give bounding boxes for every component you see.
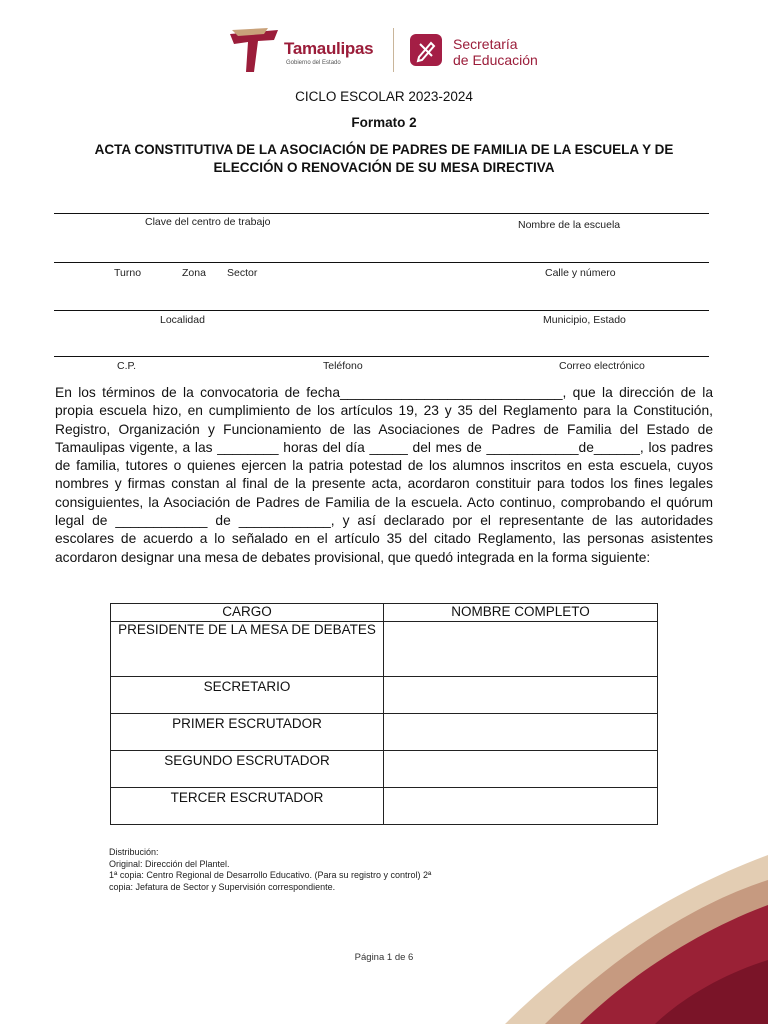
secretaria-wordmark: Secretaría de Educación bbox=[453, 36, 538, 68]
label-cp: C.P. bbox=[117, 360, 137, 372]
distribution-title: Distribución: bbox=[109, 847, 159, 857]
table-row bbox=[111, 714, 658, 751]
cargo-cell: PRESIDENTE DE LA MESA DE DEBATES bbox=[111, 622, 384, 677]
label-zona: Zona bbox=[182, 267, 206, 279]
label-sector: Sector bbox=[227, 267, 258, 279]
field-line-2[interactable] bbox=[54, 262, 709, 263]
label-correo: Correo electrónico bbox=[559, 360, 645, 372]
field-line-4[interactable] bbox=[54, 356, 709, 357]
nombre-cell[interactable] bbox=[384, 788, 658, 825]
tamaulipas-logo bbox=[228, 28, 378, 74]
table-row bbox=[111, 622, 658, 677]
label-turno: Turno bbox=[114, 267, 142, 279]
tamaulipas-subtitle: Gobierno del Estado bbox=[286, 60, 341, 66]
pencil-icon bbox=[410, 34, 442, 66]
mesa-debates-table bbox=[110, 603, 658, 825]
distribution-original: Original: Dirección del Plantel. bbox=[109, 858, 230, 869]
tamaulipas-emblem-icon bbox=[228, 28, 284, 74]
cargo-cell: TERCER ESCRUTADOR bbox=[111, 788, 384, 825]
format-label: Formato 2 bbox=[351, 115, 417, 130]
header-nombre: NOMBRE COMPLETO bbox=[384, 604, 658, 622]
distribution-copies: 1ª copia: Centro Regional de Desarrollo Educativo. (Para su registro y control) 2ª copia: Jefatura de Sector y Supervisión correspondiente. bbox=[109, 870, 432, 892]
table-row bbox=[111, 788, 658, 825]
distribution-note bbox=[109, 847, 439, 893]
document-title: ACTA CONSTITUTIVA DE LA ASOCIACIÓN DE PADRES DE FAMILIA DE LA ESCUELA Y DE ELECCIÓN O RENOVACIÓN DE SU MESA DIRECTIVA bbox=[94, 142, 674, 175]
table-row bbox=[111, 677, 658, 714]
label-localidad: Localidad bbox=[160, 314, 205, 326]
logo-divider bbox=[393, 28, 394, 72]
header-cargo: CARGO bbox=[111, 604, 384, 622]
cargo-cell: SEGUNDO ESCRUTADOR bbox=[111, 751, 384, 788]
page-number: Página 1 de 6 bbox=[354, 952, 414, 963]
label-nombre-escuela: Nombre de la escuela bbox=[518, 219, 621, 231]
label-municipio: Municipio, Estado bbox=[543, 314, 626, 326]
nombre-cell[interactable] bbox=[384, 677, 658, 714]
table-row bbox=[111, 751, 658, 788]
school-cycle: CICLO ESCOLAR 2023-2024 bbox=[295, 89, 473, 104]
cargo-cell: PRIMER ESCRUTADOR bbox=[111, 714, 384, 751]
label-clave: Clave del centro de trabajo bbox=[145, 216, 271, 228]
tamaulipas-wordmark: Tamaulipas bbox=[284, 39, 374, 58]
label-telefono: Teléfono bbox=[323, 360, 363, 372]
label-calle: Calle y número bbox=[545, 267, 616, 279]
cargo-cell: SECRETARIO bbox=[111, 677, 384, 714]
secretaria-logo bbox=[410, 32, 550, 72]
nombre-cell[interactable] bbox=[384, 751, 658, 788]
table-header-row bbox=[111, 604, 658, 622]
field-line-1[interactable] bbox=[54, 213, 709, 214]
field-line-3[interactable] bbox=[54, 310, 709, 311]
body-paragraph: En los términos de la convocatoria de fecha_____________________________, que la dirección de la propia escuela hizo, en cumplimiento de los artículos 19, 23 y 35 del Reglamento para la Constitución, Registro, Organización y Funcionamiento de las Asociaciones de Padres de Familia del Estado de Tamaulipas vigente, a las ________ horas del día _____ del mes de ____________de______, los padres de familia, tutores o quienes ejercen la patria potestad de los alumnos inscritos en esta escuela, cuyos nombres y firmas constan al final de la presente acta, acordaron constituir para todos los fines legales consiguientes, la Asociación de Padres de Familia de la escuela. Acto continuo, comprobando el quórum legal de ____________ de ____________, y así declarado por el representante de las autoridades escolares de acuerdo a lo señalado en el artículo 35 del citado Reglamento, las personas asistentes acordaron designar una mesa de debates provisional, que quedó integrada en la forma siguiente: bbox=[55, 385, 713, 565]
nombre-cell[interactable] bbox=[384, 622, 658, 677]
nombre-cell[interactable] bbox=[384, 714, 658, 751]
